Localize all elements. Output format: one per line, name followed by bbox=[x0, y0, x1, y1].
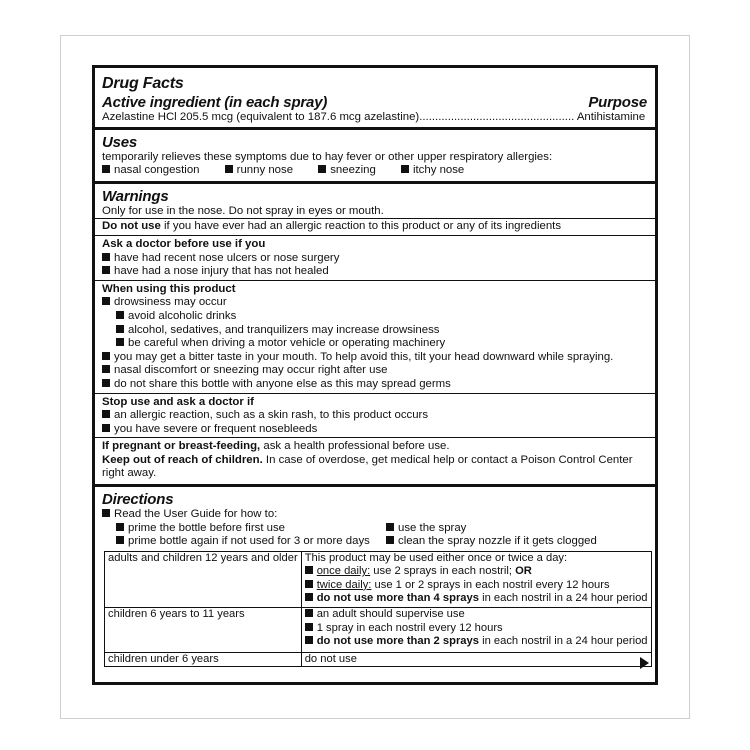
list-item: an allergic reaction, such as a skin rash, to this product occurs bbox=[102, 409, 647, 423]
warnings-section bbox=[95, 184, 655, 487]
bullet-square-icon bbox=[305, 566, 313, 574]
pregnant-label: If pregnant or breast-feeding, bbox=[102, 440, 261, 453]
bullet-square-icon bbox=[305, 609, 313, 617]
bullet-square-icon bbox=[116, 536, 124, 544]
list-item: prime bottle again if not used for 3 or more days bbox=[116, 535, 386, 549]
table-cell: children 6 years to 11 years bbox=[105, 608, 302, 652]
table-cell: do not use bbox=[301, 652, 651, 666]
drug-facts-panel bbox=[92, 65, 658, 685]
table-cell: an adult should supervise use 1 spray in each nostril every 12 hours do not use more than 2 sprays in each nostril in a 24 hour period bbox=[301, 608, 651, 652]
active-ingredient-header bbox=[102, 94, 647, 111]
list-subitem: be careful when driving a motor vehicle or operating machinery bbox=[102, 337, 647, 351]
directions-intro: Read the User Guide for how to: bbox=[102, 508, 647, 522]
bullet-square-icon bbox=[116, 523, 124, 531]
do-not-use-label: Do not use bbox=[102, 220, 161, 233]
do-not-use-text: if you have ever had an allergic reaction to this product or any of its ingredients bbox=[160, 220, 562, 233]
when-using-heading: When using this product bbox=[102, 282, 236, 295]
uses-item: nasal congestion bbox=[102, 164, 200, 176]
bullet-square-icon bbox=[102, 266, 110, 274]
dosage-table bbox=[104, 551, 652, 667]
list-item: clean the spray nozzle if it gets clogged bbox=[386, 535, 597, 549]
bullet-square-icon bbox=[102, 253, 110, 261]
bullet-square-icon bbox=[116, 311, 124, 319]
bullet-square-icon bbox=[305, 580, 313, 588]
drug-facts-title: Drug Facts bbox=[102, 75, 184, 92]
do-not-use-block bbox=[95, 218, 655, 235]
bullet-square-icon bbox=[318, 165, 326, 173]
uses-section bbox=[95, 130, 655, 184]
keep-out-text: In case of overdose, get medical help or contact a Poison Control Center bbox=[262, 453, 633, 466]
bullet-square-icon bbox=[386, 536, 394, 544]
directions-heading: Directions bbox=[102, 491, 174, 509]
table-cell: adults and children 12 years and older bbox=[105, 551, 302, 608]
stop-use-block bbox=[95, 393, 655, 438]
bullet-square-icon bbox=[305, 593, 313, 601]
bullet-square-icon bbox=[102, 410, 110, 418]
bullet-square-icon bbox=[102, 297, 110, 305]
active-ingredient-heading: Active ingredient (in each spray) bbox=[102, 94, 328, 111]
bullet-square-icon bbox=[116, 338, 124, 346]
list-item: nasal discomfort or sneezing may occur right after use bbox=[102, 364, 647, 378]
list-item: prime the bottle before first use bbox=[116, 522, 386, 536]
list-item: drowsiness may occur bbox=[102, 296, 647, 310]
pregnant-text: ask a health professional before use. bbox=[260, 440, 450, 453]
list-item: have had recent nose ulcers or nose surgery bbox=[102, 252, 647, 266]
bullet-square-icon bbox=[102, 509, 110, 517]
when-using-block bbox=[95, 280, 655, 393]
active-ingredient-line: Azelastine HCl 205.5 mcg (equivalent to 187.6 mcg azelastine)................................................. Antihistamine bbox=[102, 111, 646, 123]
warnings-heading: Warnings bbox=[102, 187, 169, 205]
user-guide-list bbox=[102, 522, 647, 549]
list-subitem: avoid alcoholic drinks bbox=[102, 310, 647, 324]
bullet-square-icon bbox=[305, 623, 313, 631]
keep-out-label: Keep out of reach of children. bbox=[102, 453, 263, 466]
warnings-intro: Only for use in the nose. Do not spray in eyes or mouth. bbox=[102, 204, 384, 217]
keep-out-text-2: right away. bbox=[102, 467, 157, 480]
table-cell: children under 6 years bbox=[105, 652, 302, 666]
bullet-square-icon bbox=[305, 636, 313, 644]
list-item: you have severe or frequent nosebleeds bbox=[102, 423, 647, 437]
list-item: you may get a bitter taste in your mouth. To help avoid this, tilt your head downward while spraying. bbox=[102, 351, 647, 365]
ask-doctor-block bbox=[95, 235, 655, 280]
table-row bbox=[105, 652, 652, 666]
uses-item: sneezing bbox=[318, 164, 376, 176]
bullet-square-icon bbox=[386, 523, 394, 531]
purpose-heading: Purpose bbox=[588, 94, 647, 111]
uses-item: itchy nose bbox=[401, 164, 464, 176]
list-item: use the spray bbox=[386, 522, 597, 536]
bullet-square-icon bbox=[225, 165, 233, 173]
bullet-square-icon bbox=[102, 352, 110, 360]
uses-text: temporarily relieves these symptoms due to hay fever or other upper respiratory allergies: bbox=[102, 150, 553, 163]
list-subitem: alcohol, sedatives, and tranquilizers may increase drowsiness bbox=[102, 324, 647, 338]
list-item: have had a nose injury that has not healed bbox=[102, 265, 647, 279]
bullet-square-icon bbox=[401, 165, 409, 173]
bullet-square-icon bbox=[102, 365, 110, 373]
bullet-square-icon bbox=[116, 325, 124, 333]
table-cell: This product may be used either once or twice a day: once daily: use 2 sprays in each nostril; OR twice daily: use 1 or 2 sprays in each nostril every 12 hours do not use more than 4 sprays in each nostril in a 24 hour period bbox=[301, 551, 651, 608]
uses-item: runny nose bbox=[225, 164, 293, 176]
bullet-square-icon bbox=[102, 379, 110, 387]
uses-items bbox=[102, 164, 647, 178]
right-triangle-arrow-icon bbox=[640, 657, 649, 669]
table-row bbox=[105, 608, 652, 652]
table-row bbox=[105, 551, 652, 608]
bullet-square-icon bbox=[102, 424, 110, 432]
uses-heading: Uses bbox=[102, 133, 138, 151]
active-ingredient-section bbox=[95, 68, 655, 130]
ask-doctor-heading: Ask a doctor before use if you bbox=[102, 237, 266, 250]
pregnancy-children-block bbox=[95, 437, 655, 484]
bullet-square-icon bbox=[102, 165, 110, 173]
directions-section bbox=[95, 487, 655, 667]
list-item: do not share this bottle with anyone else as this may spread germs bbox=[102, 378, 647, 392]
stop-use-heading: Stop use and ask a doctor if bbox=[102, 395, 254, 408]
